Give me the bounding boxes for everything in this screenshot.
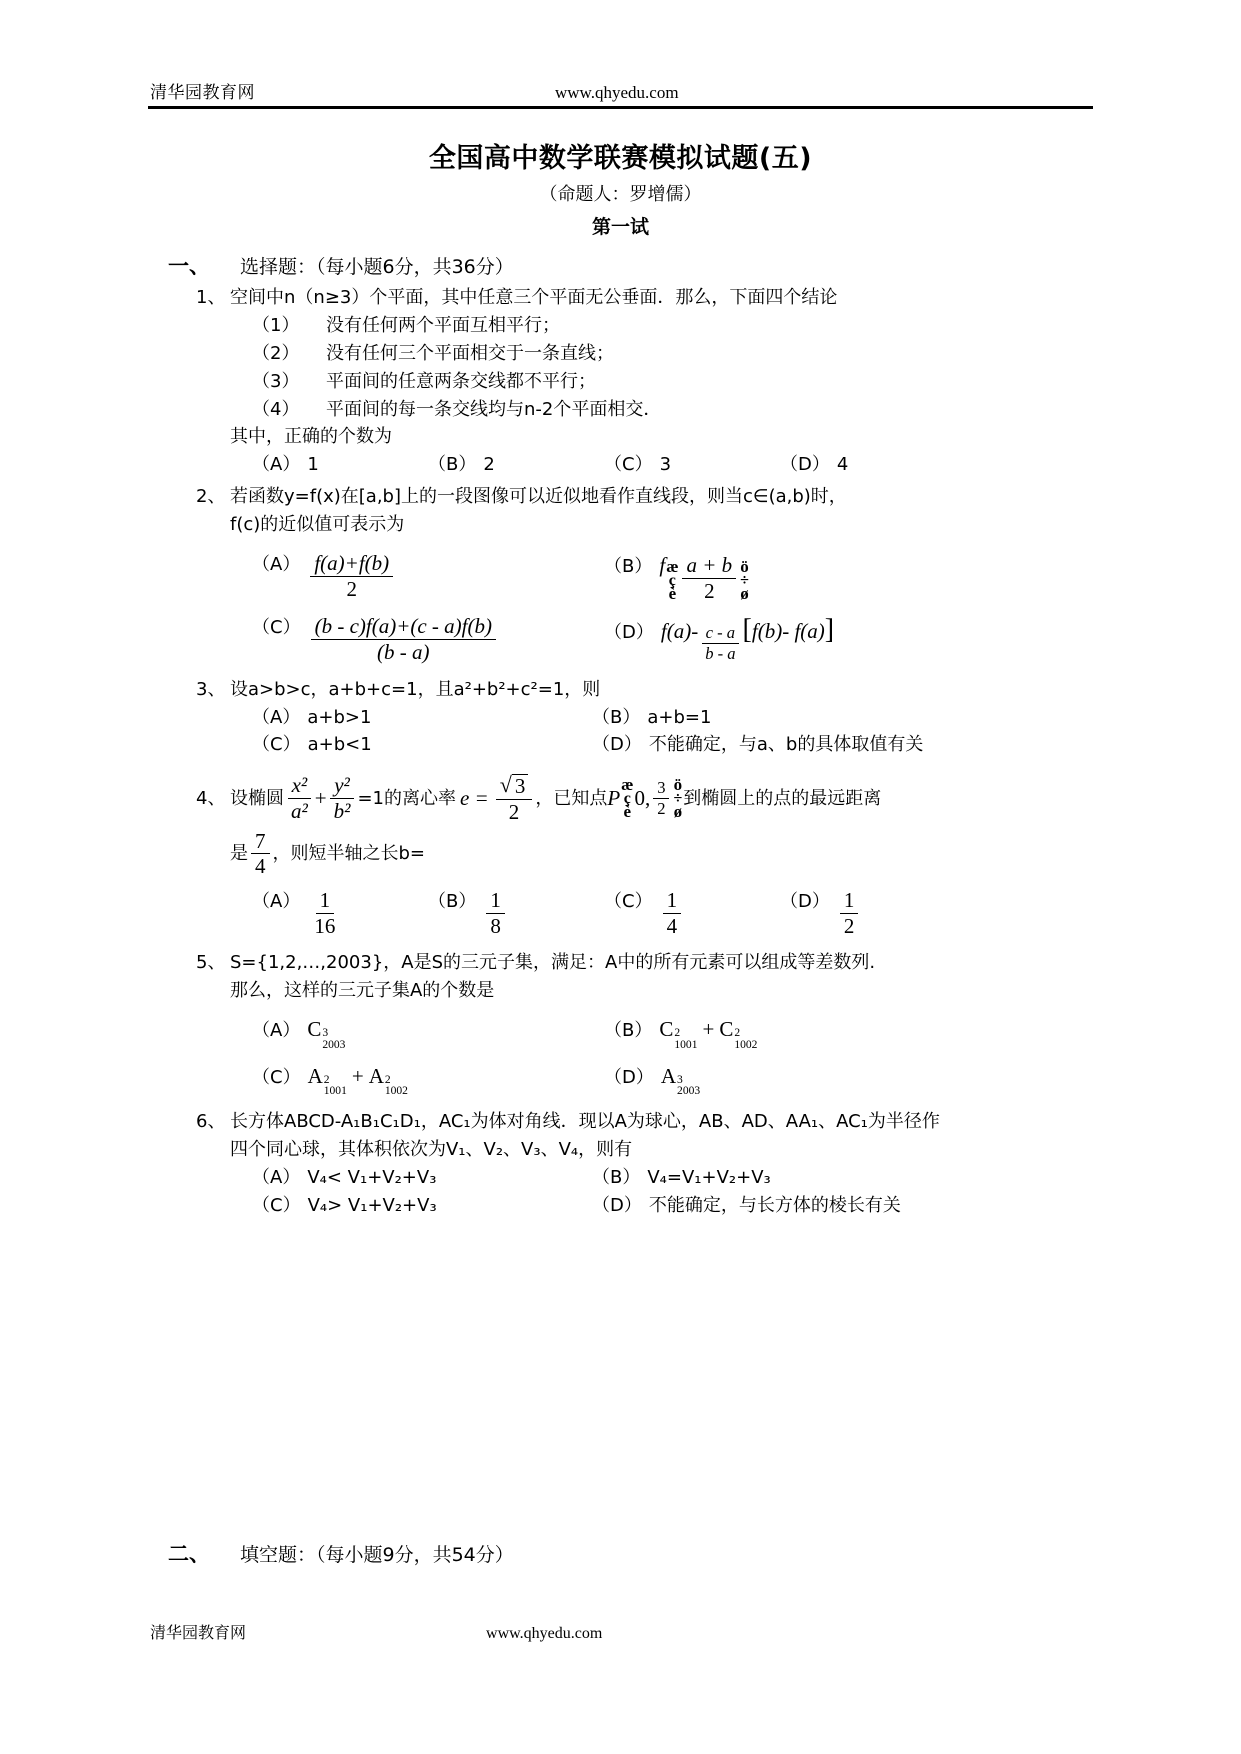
question-4-option-a-numerator: 1: [316, 889, 335, 914]
question-4-lead: 设椭圆: [230, 787, 284, 809]
question-2-option-c-label: （C）: [252, 617, 301, 639]
question-3-option-a-label: （A）: [252, 706, 301, 728]
question-4-option-a-label: （A）: [252, 891, 301, 913]
question-5-option-d-base: A: [660, 1063, 677, 1088]
question-5-option-a-scripts: [322, 1028, 345, 1052]
question-4-line2-lead: 是: [230, 842, 248, 864]
question-6-option-d-text: 不能确定，与长方体的棱长有关: [648, 1194, 901, 1216]
question-1: [0, 284, 1241, 479]
page-title: 全国高中数学联赛模拟试题(五): [428, 143, 813, 174]
question-5-option-a[interactable]: [252, 1013, 604, 1052]
question-5-option-a-combination: [307, 1013, 345, 1052]
question-5-number: 5、: [196, 952, 226, 974]
question-2-options-row-1: [196, 549, 1096, 602]
question-5-option-c-label: （C）: [252, 1066, 301, 1088]
question-4-option-d-fraction: [840, 889, 859, 937]
question-4-y-term: [330, 774, 355, 822]
question-2-option-b-numerator: a + b: [682, 554, 736, 579]
question-5-option-d-scripts: [677, 1075, 700, 1099]
question-1-sub-4-text: 平面间的每一条交线均与n-2个平面相交．: [326, 398, 662, 420]
header-url: www.qhyedu.com: [555, 83, 679, 102]
question-5-option-c-superscript-1: 2: [323, 1073, 330, 1086]
question-5-option-d[interactable]: [604, 1060, 956, 1099]
question-1-option-c[interactable]: [604, 451, 780, 479]
question-4-stem-line-1: [196, 773, 1096, 823]
glyph-egrave: è: [668, 584, 677, 604]
question-4-point-y-fraction: [653, 779, 669, 818]
question-5-option-b-subscript-2: 1002: [734, 1038, 758, 1051]
question-3-option-b[interactable]: [592, 704, 932, 732]
part-two-number: 二、: [168, 1542, 210, 1566]
question-1-option-a-text: 1: [307, 454, 319, 476]
question-1-option-c-label: （C）: [604, 454, 653, 476]
question-4-stem-line-2: [196, 830, 1096, 878]
question-5-option-d-arrangement: [661, 1060, 700, 1099]
question-2-option-d[interactable]: [604, 615, 956, 663]
question-1-option-d-label: （D）: [780, 454, 830, 476]
running-header: [150, 78, 1091, 103]
question-1-sub-2-text: 没有任何三个平面相交于一条直线；: [326, 342, 614, 364]
question-5-option-b-plus: +: [702, 1017, 715, 1042]
question-3-number: 3、: [196, 678, 226, 700]
question-3-options-row-1: [196, 704, 1096, 732]
question-2-options-row-2: [196, 614, 1096, 663]
question-2-option-d-denominator: b - a: [705, 644, 736, 664]
question-4-option-c[interactable]: [604, 888, 780, 937]
sqrt-icon: [500, 773, 529, 798]
question-1-options: [196, 451, 1096, 479]
glyph-egrave: è: [623, 802, 632, 822]
radical-sign: √: [499, 772, 512, 798]
question-4-option-c-denominator: 4: [666, 913, 678, 938]
question-2-option-c-denominator: (b - a): [377, 640, 430, 665]
part-two-label: 填空题：（每小题9分，共54分）: [240, 1544, 514, 1566]
question-4-mid-3: 到椭圆上的点的最远距离: [683, 787, 882, 809]
question-4-option-b-label: （B）: [428, 891, 477, 913]
question-2-option-a-label: （A）: [252, 554, 301, 576]
question-5-option-b-subscript-1: 1001: [674, 1038, 698, 1051]
question-6-options-row-2: [196, 1192, 1096, 1220]
question-5-options-row-2: [196, 1060, 1096, 1099]
question-5-option-c-arrangement-2: [369, 1060, 408, 1099]
question-4-number: 4、: [196, 787, 226, 809]
question-2-option-c-numerator: (b - c)f(a)+(c - a)f(b): [311, 615, 496, 640]
question-1-sub-3-number: （3）: [252, 370, 300, 392]
question-4-distance-numerator: 7: [251, 830, 270, 855]
question-3-option-d[interactable]: [592, 731, 932, 759]
question-4-eccentricity-symbol: e =: [459, 786, 489, 811]
question-6-option-b-text: V₄=V₁+V₂+V₃: [647, 1167, 771, 1189]
question-6-option-c[interactable]: [252, 1192, 592, 1220]
question-5-option-c-subscript-1: 1001: [323, 1085, 347, 1098]
question-6-option-a-label: （A）: [252, 1167, 301, 1189]
question-2: [0, 483, 1241, 663]
question-2-option-b-function: f: [659, 553, 666, 578]
question-5-option-d-subscript: 2003: [677, 1085, 701, 1098]
question-2-option-d-lead: f(a)-: [660, 619, 699, 644]
question-4: [0, 773, 1241, 937]
question-5-option-b-combination-2: [719, 1013, 757, 1052]
question-6-option-c-text: V₄> V₁+V₂+V₃: [307, 1194, 437, 1216]
question-5-options-row-1: [196, 1013, 1096, 1052]
question-2-option-a-denominator: 2: [346, 576, 357, 601]
question-4-option-d-label: （D）: [780, 891, 830, 913]
question-3-options-row-2: [196, 731, 1096, 759]
question-6-option-d-label: （D）: [592, 1194, 642, 1216]
question-2-option-d-fraction: [701, 624, 739, 663]
question-2-option-c[interactable]: [252, 614, 604, 663]
question-5-option-c-scripts-1: [324, 1075, 347, 1099]
question-5-option-c-subscript-2: 1002: [384, 1085, 408, 1098]
question-4-y-denominator: b²: [333, 799, 351, 824]
question-5-option-b-label: （B）: [604, 1020, 653, 1042]
question-1-sub-2-number: （2）: [252, 342, 300, 364]
question-3-option-c[interactable]: [252, 731, 592, 759]
question-1-option-d-text: 4: [836, 454, 849, 476]
question-6-option-c-label: （C）: [252, 1194, 301, 1216]
question-6-text-line-2: 四个同心球，其体积依次为V₁、V₂、V₃、V₄，则有: [230, 1139, 633, 1161]
glyph-odieresis: ö: [673, 775, 683, 795]
question-5-text-line-1: S={1,2,…,2003}，A是S的三元子集，满足：A中的所有元素可以组成等差数列.: [230, 952, 876, 974]
question-3-option-a-text: a+b>1: [307, 706, 372, 728]
question-2-stem: [196, 483, 1096, 511]
question-4-option-b-fraction: [486, 889, 505, 937]
question-3-option-b-label: （B）: [592, 706, 641, 728]
question-4-point-y-denominator: 2: [657, 799, 666, 819]
glyph-ccedil: ç: [668, 571, 676, 589]
question-6-option-a[interactable]: [252, 1164, 592, 1192]
question-4-option-b-denominator: 8: [490, 913, 501, 938]
question-5-option-c-base-2: A: [368, 1063, 384, 1088]
author-line: （命题人：罗增儒）: [539, 184, 702, 205]
question-1-text: 空间中n（n≥3）个平面，其中任意三个平面无公垂面．那么，下面四个结论: [230, 287, 838, 308]
question-5-option-c-base-1: A: [307, 1063, 323, 1088]
question-4-options: [196, 888, 1096, 937]
question-3-option-c-label: （C）: [252, 734, 301, 756]
question-4-line2-tail: ，则短半轴之长b=: [272, 842, 426, 864]
question-4-eccentricity-fraction: [496, 773, 533, 823]
question-1-option-b-label: （B）: [428, 454, 477, 476]
question-1-sub-3-text: 平面间的任意两条交线都不平行；: [326, 370, 596, 392]
question-5-option-b-superscript-1: 2: [674, 1027, 681, 1040]
question-4-radicand: 3: [512, 774, 529, 798]
question-5-option-d-label: （D）: [604, 1066, 654, 1088]
question-2-number: 2、: [196, 486, 226, 508]
question-3-option-b-text: a+b=1: [647, 706, 712, 728]
question-2-option-a-fraction: [310, 552, 393, 600]
question-3-option-a[interactable]: [252, 704, 592, 732]
question-4-option-d-numerator: 1: [840, 889, 859, 914]
question-5-option-b[interactable]: [604, 1013, 956, 1052]
question-4-point-y-numerator: 3: [653, 779, 669, 799]
question-1-sub-2: [196, 340, 1096, 368]
question-4-x-denominator: a²: [291, 799, 308, 824]
question-4-option-b-numerator: 1: [486, 889, 505, 914]
glyph-divide: ÷: [673, 789, 683, 807]
question-5-option-c[interactable]: [252, 1060, 604, 1099]
question-5-option-c-plus: +: [351, 1063, 364, 1088]
question-1-option-b-text: 2: [483, 454, 495, 476]
question-6-options-row-1: [196, 1164, 1096, 1192]
header-site-name: 清华园教育网: [150, 83, 255, 103]
question-5-option-c-scripts-2: [385, 1075, 408, 1099]
question-5-option-c-superscript-2: 2: [384, 1073, 391, 1086]
question-2-option-a[interactable]: [252, 551, 604, 600]
question-4-option-d-denominator: 2: [843, 913, 855, 938]
question-6-option-b[interactable]: [592, 1164, 932, 1192]
question-5-option-d-superscript: 3: [677, 1073, 683, 1086]
question-4-eccentricity-numerator: [496, 773, 533, 800]
question-1-sub-4-number: （4）: [252, 398, 300, 420]
question-3-option-d-text: 不能确定，与a、b的具体取值有关: [648, 734, 924, 756]
question-4-option-d[interactable]: [780, 888, 956, 937]
question-5-option-a-subscript: 2003: [322, 1038, 346, 1051]
question-1-tail: 其中，正确的个数为: [230, 426, 392, 448]
footer-url: www.qhyedu.com: [486, 1625, 603, 1642]
question-4-option-b[interactable]: [428, 888, 604, 937]
part-one-label: 选择题：（每小题6分，共36分）: [240, 256, 514, 278]
question-6: [0, 1108, 1241, 1220]
question-3-option-d-label: （D）: [592, 734, 642, 756]
glyph-oslash: ø: [740, 584, 749, 604]
glyph-ae: æ: [666, 557, 679, 577]
question-5-text-line-2: 那么，这样的三元子集A的个数是: [230, 980, 495, 1002]
question-5-option-b-scripts-1: [674, 1028, 697, 1052]
question-1-option-a-label: （A）: [252, 454, 301, 476]
question-2-option-d-label: （D）: [604, 622, 654, 644]
question-1-stem: [196, 284, 1096, 312]
running-footer: [150, 1620, 1091, 1643]
question-5-option-a-label: （A）: [252, 1020, 301, 1042]
question-2-option-b-denominator: 2: [704, 578, 715, 603]
question-5: [0, 949, 1241, 1098]
part-one-number: 一、: [168, 254, 210, 278]
question-4-distance-fraction: [251, 830, 270, 878]
question-4-point-x: 0,: [634, 786, 651, 811]
question-4-eccentricity-denominator: 2: [508, 800, 520, 825]
question-4-mid-1: =1的离心率: [357, 787, 456, 809]
question-4-option-a-denominator: 16: [314, 913, 336, 938]
question-1-option-a[interactable]: [252, 451, 428, 479]
question-6-option-a-text: V₄< V₁+V₂+V₃: [307, 1167, 437, 1189]
question-2-text-line-2: f(c)的近似值可表示为: [230, 514, 405, 536]
question-4-option-a-fraction: [310, 889, 339, 937]
question-4-plus: +: [314, 786, 327, 811]
footer-site-name: 清华园教育网: [150, 1623, 247, 1642]
question-3-option-c-text: a+b<1: [307, 734, 372, 756]
question-1-number: 1、: [196, 287, 226, 308]
question-4-y-numerator: y²: [330, 774, 354, 799]
question-4-option-a[interactable]: [252, 888, 428, 937]
question-5-option-b-scripts-2: [734, 1028, 757, 1052]
question-2-option-d-numerator: c - a: [702, 624, 739, 644]
question-2-option-b-left-bracket-glyph: [666, 557, 679, 604]
question-2-option-d-tail: f(b)- f(a): [751, 619, 825, 644]
question-6-option-b-label: （B）: [592, 1167, 641, 1189]
glyph-ae: æ: [621, 775, 634, 795]
question-4-mid-2: ，已知点: [535, 787, 608, 809]
glyph-ccedil: ç: [623, 789, 631, 807]
question-4-option-c-fraction: [663, 889, 682, 937]
question-6-number: 6、: [196, 1111, 226, 1133]
question-2-option-b-label: （B）: [604, 556, 653, 578]
question-1-sub-1-number: （1）: [252, 314, 300, 336]
question-5-option-a-superscript: 3: [322, 1027, 329, 1040]
question-1-option-b[interactable]: [428, 451, 604, 479]
question-2-text-line-1: 若函数y=f(x)在[a,b]上的一段图像可以近似地看作直线段，则当c∈(a,b)时，: [230, 486, 847, 508]
question-2-option-d-right-bracket: ]: [824, 614, 835, 646]
question-6-stem: [196, 1108, 1096, 1136]
question-5-option-b-base-2: C: [719, 1017, 734, 1042]
question-4-left-bracket-glyph: [621, 775, 634, 822]
exam-body: [0, 244, 1241, 1220]
question-4-x-term: [287, 774, 312, 822]
question-3-stem: [196, 676, 1096, 704]
question-3: [0, 676, 1241, 760]
question-1-option-d[interactable]: [780, 451, 956, 479]
question-2-option-c-fraction: [311, 615, 496, 663]
section-title: 第一试: [591, 216, 649, 238]
question-4-x-numerator: x²: [288, 774, 312, 799]
question-2-option-a-numerator: f(a)+f(b): [310, 552, 393, 577]
question-4-distance-denominator: 4: [255, 854, 266, 879]
question-5-stem: [196, 949, 1096, 977]
question-4-option-c-numerator: 1: [663, 889, 682, 914]
question-5-option-c-arrangement-1: [308, 1060, 347, 1099]
part-one-heading: [0, 250, 1241, 280]
glyph-oslash: ø: [673, 802, 683, 822]
glyph-divide: ÷: [740, 571, 749, 589]
question-4-option-c-label: （C）: [604, 891, 653, 913]
question-1-sub-1: [196, 312, 1096, 340]
question-6-text-line-1: 长方体ABCD-A₁B₁C₁D₁，AC₁为体对角线．现以A为球心，AB、AD、AA₁、AC₁为半径作: [230, 1111, 940, 1133]
question-2-option-b-right-bracket-glyph: [740, 557, 749, 604]
question-6-option-d[interactable]: [592, 1192, 932, 1220]
question-5-option-b-base-1: C: [659, 1017, 674, 1042]
question-5-option-a-base: C: [307, 1017, 322, 1042]
question-1-sub-3: [196, 368, 1096, 396]
question-2-option-d-left-bracket: [: [742, 614, 752, 646]
question-5-option-b-combination-1: [659, 1013, 697, 1052]
header-divider: [148, 106, 1093, 109]
glyph-odieresis: ö: [740, 557, 749, 577]
question-2-option-b[interactable]: [604, 549, 956, 602]
question-4-point-label: P: [607, 786, 621, 811]
question-4-right-bracket-glyph: [673, 775, 683, 822]
question-1-option-c-text: 3: [659, 454, 672, 476]
question-5-option-b-superscript-2: 2: [734, 1027, 741, 1040]
question-2-option-b-fraction: [682, 554, 736, 602]
question-3-text: 设a>b>c，a+b+c=1，且a²+b²+c²=1，则: [230, 678, 601, 700]
question-1-sub-1-text: 没有任何两个平面互相平行；: [326, 314, 560, 336]
part-two-heading: [0, 1538, 1241, 1568]
question-1-sub-4: [196, 396, 1096, 424]
